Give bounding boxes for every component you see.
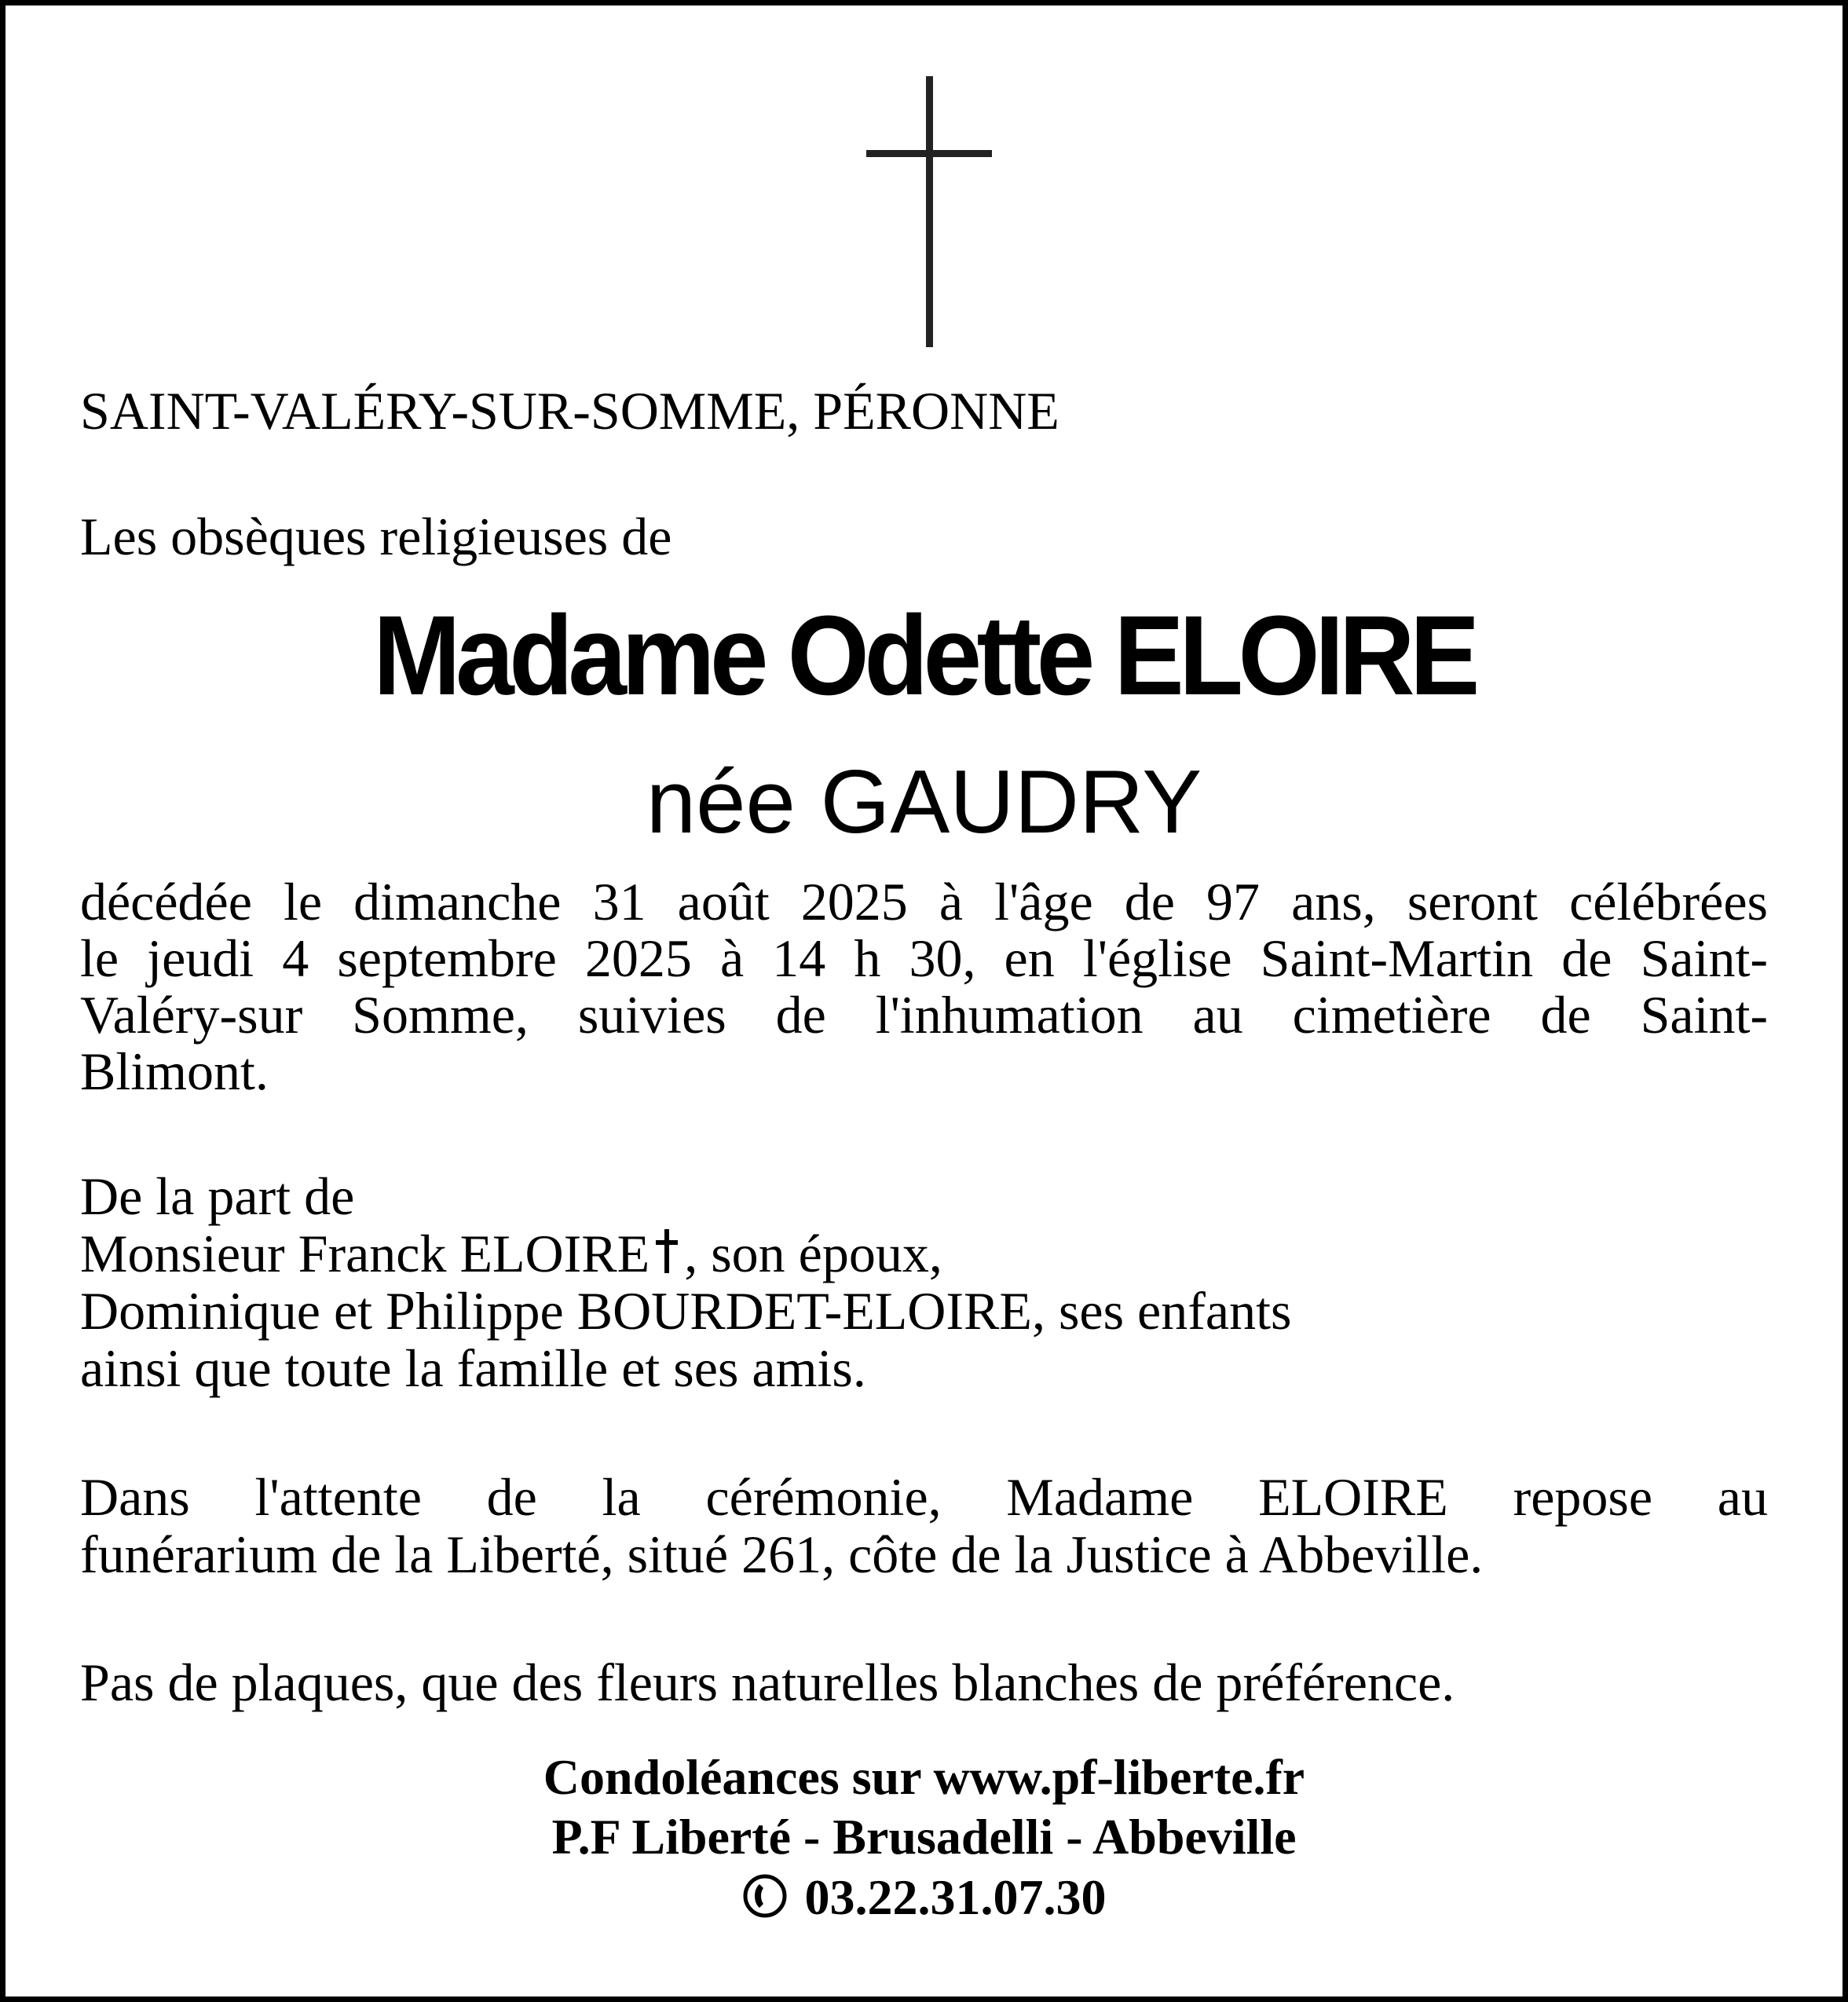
location-header: SAINT-VALÉRY-SUR-SOMME, PÉRONNE [80,381,1059,441]
condolences-line: Condoléances sur www.pf-liberte.fr [543,1749,1305,1805]
others-line: ainsi que toute la famille et ses amis. [80,1338,866,1398]
flowers-note: Pas de plaques, que des fleurs naturelles blanches de préférence. [80,1652,1455,1712]
deceased-cross-icon [656,1229,678,1273]
death-line: le jeudi 4 septembre 2025 à 14 h 30, en l'église Saint-Martin de Saint- [80,928,1768,988]
phone-icon [742,1873,788,1919]
death-announcement-paragraph [80,873,1768,1100]
children-line: Dominique et Philippe BOURDET-ELOIRE, ses enfants [80,1281,1292,1341]
death-line: Valéry-sur Somme, suivies de l'inhumation au cimetière de Saint- [80,985,1768,1045]
death-line: décédée le dimanche 31 août 2025 à l'âge de 97 ans, seront célébrées [80,872,1768,931]
funeral-intro: Les obsèques religieuses de [80,507,672,566]
maiden-name: née GAUDRY [646,752,1202,852]
phone-line [5,1868,1843,1927]
spouse-name: Monsieur Franck ELOIRE [80,1224,650,1283]
wake-line: Dans l'attente de la cérémonie, Madame ELOIRE repose au [80,1467,1768,1527]
wake-line: funérarium de la Liberté, situé 261, côte de la Justice à Abbeville. [80,1524,1484,1584]
cross-icon [866,76,992,347]
funeral-home-name: P.F Liberté - Brusadelli - Abbeville [551,1809,1297,1865]
family-section [80,1168,1768,1397]
wake-paragraph [80,1469,1768,1583]
spouse-relation: , son époux, [684,1224,942,1283]
spouse-line [80,1225,1768,1283]
cross-vertical-bar [926,76,933,347]
death-line: Blimont. [80,1041,269,1101]
cross-horizontal-bar [866,150,992,157]
deceased-name: Madame Odette ELOIRE [373,592,1475,719]
family-intro: De la part de [80,1166,355,1226]
phone-number: 03.22.31.07.30 [804,1869,1107,1925]
